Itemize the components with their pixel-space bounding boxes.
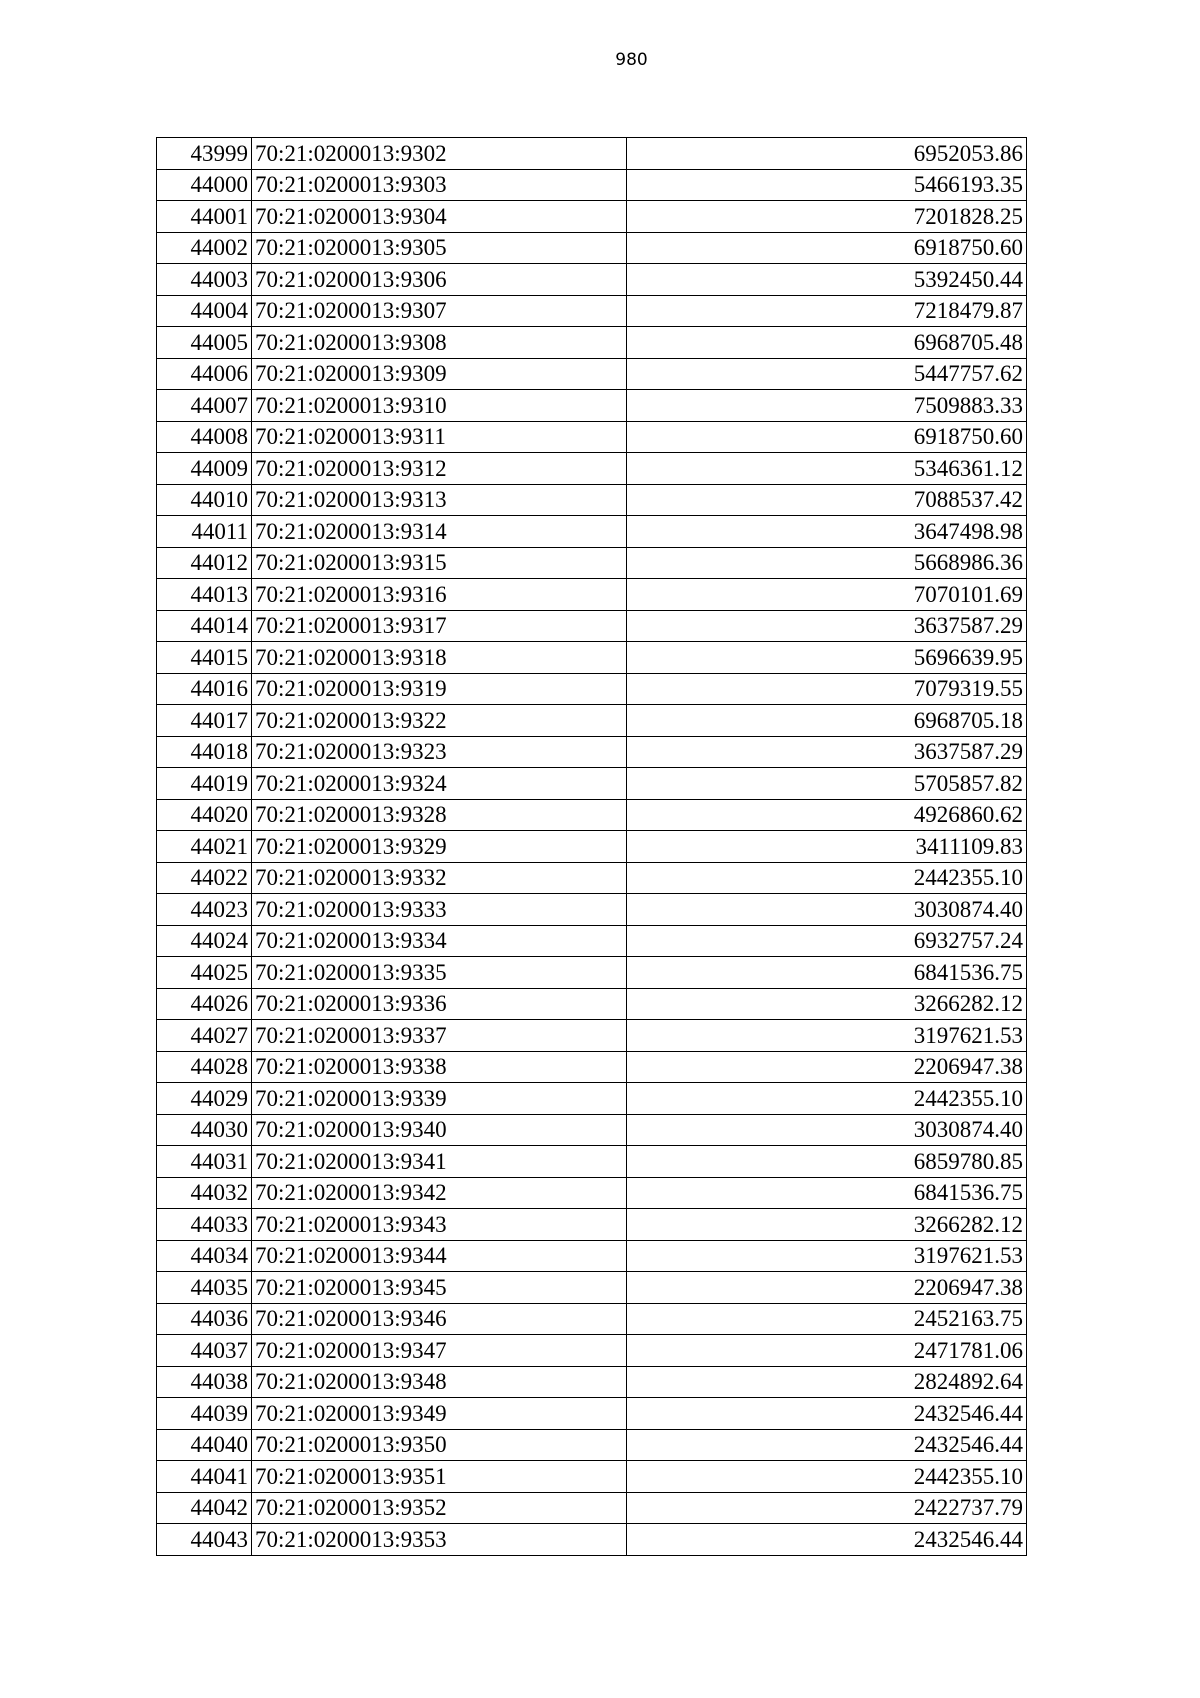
table-row [157,1051,1027,1083]
table-row [157,957,1027,989]
cadastral-number-cell: 70:21:0200013:9345 [252,1272,627,1304]
cadastral-number-cell: 70:21:0200013:9313 [252,484,627,516]
row-number-cell: 44040 [157,1429,252,1461]
value-cell: 2824892.64 [627,1366,1027,1398]
value-cell: 6918750.60 [627,232,1027,264]
value-cell: 3030874.40 [627,1114,1027,1146]
value-cell: 7079319.55 [627,673,1027,705]
cadastral-number-cell: 70:21:0200013:9338 [252,1051,627,1083]
row-number-cell: 44011 [157,516,252,548]
table-row [157,579,1027,611]
row-number-cell: 44017 [157,705,252,737]
cadastral-number-cell: 70:21:0200013:9324 [252,768,627,800]
table-row [157,1461,1027,1493]
cadastral-number-cell: 70:21:0200013:9335 [252,957,627,989]
cadastral-number-cell: 70:21:0200013:9319 [252,673,627,705]
table-row [157,358,1027,390]
value-cell: 5346361.12 [627,453,1027,485]
row-number-cell: 44006 [157,358,252,390]
table-row [157,610,1027,642]
table-row [157,390,1027,422]
value-cell: 3266282.12 [627,988,1027,1020]
value-cell: 7201828.25 [627,201,1027,233]
cadastral-number-cell: 70:21:0200013:9316 [252,579,627,611]
row-number-cell: 44010 [157,484,252,516]
table-row [157,862,1027,894]
value-cell: 5705857.82 [627,768,1027,800]
row-number-cell: 44041 [157,1461,252,1493]
value-cell: 5696639.95 [627,642,1027,674]
row-number-cell: 44002 [157,232,252,264]
row-number-cell: 44018 [157,736,252,768]
cadastral-number-cell: 70:21:0200013:9317 [252,610,627,642]
cadastral-number-cell: 70:21:0200013:9346 [252,1303,627,1335]
table-row [157,1272,1027,1304]
table-row [157,547,1027,579]
value-cell: 5668986.36 [627,547,1027,579]
table-row [157,264,1027,296]
row-number-cell: 44014 [157,610,252,642]
cadastral-number-cell: 70:21:0200013:9310 [252,390,627,422]
row-number-cell: 44026 [157,988,252,1020]
cadastral-number-cell: 70:21:0200013:9342 [252,1177,627,1209]
cadastral-number-cell: 70:21:0200013:9347 [252,1335,627,1367]
value-cell: 5447757.62 [627,358,1027,390]
value-cell: 2432546.44 [627,1429,1027,1461]
data-table [156,137,1027,1556]
value-cell: 7070101.69 [627,579,1027,611]
value-cell: 3197621.53 [627,1020,1027,1052]
cadastral-number-cell: 70:21:0200013:9344 [252,1240,627,1272]
value-cell: 2442355.10 [627,1461,1027,1493]
cadastral-number-cell: 70:21:0200013:9329 [252,831,627,863]
table-row [157,138,1027,170]
table-row [157,642,1027,674]
page-number: 980 [615,50,648,70]
row-number-cell: 44025 [157,957,252,989]
value-cell: 3647498.98 [627,516,1027,548]
cadastral-number-cell: 70:21:0200013:9305 [252,232,627,264]
value-cell: 2432546.44 [627,1398,1027,1430]
row-number-cell: 44008 [157,421,252,453]
value-cell: 6918750.60 [627,421,1027,453]
value-cell: 2432546.44 [627,1524,1027,1556]
row-number-cell: 44029 [157,1083,252,1115]
row-number-cell: 44027 [157,1020,252,1052]
cadastral-number-cell: 70:21:0200013:9351 [252,1461,627,1493]
table-row [157,925,1027,957]
value-cell: 6968705.18 [627,705,1027,737]
value-cell: 7088537.42 [627,484,1027,516]
cadastral-number-cell: 70:21:0200013:9314 [252,516,627,548]
row-number-cell: 44031 [157,1146,252,1178]
cadastral-number-cell: 70:21:0200013:9340 [252,1114,627,1146]
table-row [157,1240,1027,1272]
table-row [157,1177,1027,1209]
value-cell: 6841536.75 [627,1177,1027,1209]
value-cell: 2452163.75 [627,1303,1027,1335]
cadastral-number-cell: 70:21:0200013:9349 [252,1398,627,1430]
table-row [157,1146,1027,1178]
row-number-cell: 44003 [157,264,252,296]
table-row [157,1429,1027,1461]
table-row [157,673,1027,705]
table-row [157,1114,1027,1146]
row-number-cell: 44016 [157,673,252,705]
row-number-cell: 44028 [157,1051,252,1083]
cadastral-number-cell: 70:21:0200013:9303 [252,169,627,201]
table-row [157,1209,1027,1241]
row-number-cell: 44009 [157,453,252,485]
table-row [157,453,1027,485]
table-row [157,232,1027,264]
table-row [157,1083,1027,1115]
cadastral-number-cell: 70:21:0200013:9323 [252,736,627,768]
cadastral-number-cell: 70:21:0200013:9315 [252,547,627,579]
table-row [157,1398,1027,1430]
cadastral-number-cell: 70:21:0200013:9334 [252,925,627,957]
row-number-cell: 44023 [157,894,252,926]
cadastral-number-cell: 70:21:0200013:9332 [252,862,627,894]
table-row [157,327,1027,359]
table-row [157,484,1027,516]
cadastral-number-cell: 70:21:0200013:9339 [252,1083,627,1115]
value-cell: 6968705.48 [627,327,1027,359]
value-cell: 3197621.53 [627,1240,1027,1272]
cadastral-number-cell: 70:21:0200013:9311 [252,421,627,453]
value-cell: 5466193.35 [627,169,1027,201]
row-number-cell: 44032 [157,1177,252,1209]
cadastral-number-cell: 70:21:0200013:9352 [252,1492,627,1524]
cadastral-number-cell: 70:21:0200013:9312 [252,453,627,485]
value-cell: 6952053.86 [627,138,1027,170]
cadastral-number-cell: 70:21:0200013:9328 [252,799,627,831]
table-row [157,894,1027,926]
table-row [157,831,1027,863]
row-number-cell: 44001 [157,201,252,233]
value-cell: 3637587.29 [627,610,1027,642]
row-number-cell: 44030 [157,1114,252,1146]
value-cell: 5392450.44 [627,264,1027,296]
table-row [157,1303,1027,1335]
value-cell: 2206947.38 [627,1051,1027,1083]
table-row [157,736,1027,768]
cadastral-number-cell: 70:21:0200013:9302 [252,138,627,170]
table-row [157,1492,1027,1524]
value-cell: 2442355.10 [627,1083,1027,1115]
cadastral-number-cell: 70:21:0200013:9307 [252,295,627,327]
value-cell: 6841536.75 [627,957,1027,989]
row-number-cell: 44012 [157,547,252,579]
row-number-cell: 44037 [157,1335,252,1367]
row-number-cell: 44000 [157,169,252,201]
cadastral-number-cell: 70:21:0200013:9333 [252,894,627,926]
table-row [157,768,1027,800]
row-number-cell: 44034 [157,1240,252,1272]
value-cell: 2206947.38 [627,1272,1027,1304]
value-cell: 7509883.33 [627,390,1027,422]
row-number-cell: 44036 [157,1303,252,1335]
row-number-cell: 43999 [157,138,252,170]
cadastral-number-cell: 70:21:0200013:9350 [252,1429,627,1461]
value-cell: 7218479.87 [627,295,1027,327]
row-number-cell: 44033 [157,1209,252,1241]
row-number-cell: 44019 [157,768,252,800]
value-cell: 6932757.24 [627,925,1027,957]
table-row [157,201,1027,233]
row-number-cell: 44004 [157,295,252,327]
row-number-cell: 44015 [157,642,252,674]
table-row [157,169,1027,201]
table-row [157,705,1027,737]
table-body [157,138,1027,1556]
table-row [157,295,1027,327]
value-cell: 3030874.40 [627,894,1027,926]
cadastral-number-cell: 70:21:0200013:9309 [252,358,627,390]
table-row [157,1366,1027,1398]
row-number-cell: 44005 [157,327,252,359]
cadastral-number-cell: 70:21:0200013:9337 [252,1020,627,1052]
row-number-cell: 44039 [157,1398,252,1430]
value-cell: 4926860.62 [627,799,1027,831]
row-number-cell: 44022 [157,862,252,894]
table-row [157,1020,1027,1052]
row-number-cell: 44043 [157,1524,252,1556]
cadastral-number-cell: 70:21:0200013:9304 [252,201,627,233]
cadastral-number-cell: 70:21:0200013:9353 [252,1524,627,1556]
cadastral-number-cell: 70:21:0200013:9343 [252,1209,627,1241]
row-number-cell: 44013 [157,579,252,611]
row-number-cell: 44042 [157,1492,252,1524]
table-row [157,988,1027,1020]
cadastral-number-cell: 70:21:0200013:9308 [252,327,627,359]
table-row [157,1524,1027,1556]
cadastral-number-cell: 70:21:0200013:9348 [252,1366,627,1398]
row-number-cell: 44035 [157,1272,252,1304]
value-cell: 6859780.85 [627,1146,1027,1178]
cadastral-number-cell: 70:21:0200013:9318 [252,642,627,674]
value-cell: 2422737.79 [627,1492,1027,1524]
table-row [157,1335,1027,1367]
value-cell: 2442355.10 [627,862,1027,894]
row-number-cell: 44007 [157,390,252,422]
table-row [157,799,1027,831]
value-cell: 3266282.12 [627,1209,1027,1241]
row-number-cell: 44020 [157,799,252,831]
value-cell: 3411109.83 [627,831,1027,863]
value-cell: 3637587.29 [627,736,1027,768]
cadastral-number-cell: 70:21:0200013:9341 [252,1146,627,1178]
row-number-cell: 44024 [157,925,252,957]
cadastral-number-cell: 70:21:0200013:9322 [252,705,627,737]
table-row [157,421,1027,453]
table-row [157,516,1027,548]
row-number-cell: 44038 [157,1366,252,1398]
cadastral-number-cell: 70:21:0200013:9336 [252,988,627,1020]
row-number-cell: 44021 [157,831,252,863]
cadastral-number-cell: 70:21:0200013:9306 [252,264,627,296]
value-cell: 2471781.06 [627,1335,1027,1367]
